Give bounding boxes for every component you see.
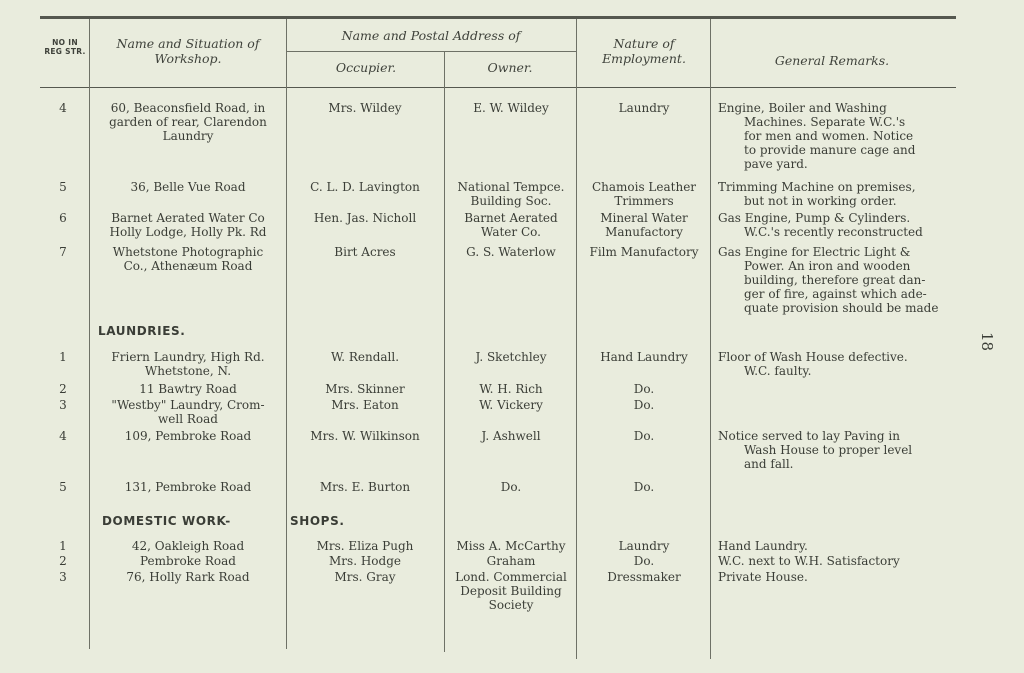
- workshop-line: 42, Oakleigh Road: [131, 539, 245, 553]
- laundries-employment-cell: [578, 429, 710, 443]
- workshop-line: Holly Lodge, Holly Pk. Rd: [109, 225, 267, 239]
- rows-occupier-cell: [288, 211, 442, 225]
- remarks-line: Gas Engine for Electric Light &: [718, 245, 911, 259]
- header-bottom-rule: [40, 87, 956, 88]
- col-line-1: [89, 19, 90, 649]
- owner-line: Building Soc.: [470, 194, 552, 208]
- domestic-employment-cell: [578, 539, 710, 553]
- owner-line: Deposit Building: [460, 584, 562, 598]
- rows-remarks-cell: [718, 101, 954, 171]
- employment-line: Do.: [633, 554, 655, 568]
- header-occupier: Occupier.: [335, 60, 397, 75]
- occupier-line: W. Rendall.: [330, 350, 400, 364]
- remarks-line: Wash House to proper level: [744, 443, 913, 457]
- section-laundries: LAUNDRIES.: [98, 324, 186, 338]
- laundries-workshop-cell: [92, 350, 284, 378]
- rows-remarks-cell: [718, 245, 954, 315]
- section-domestic-a: DOMESTIC WORK-: [102, 514, 231, 528]
- domestic-occupier-cell: [288, 539, 442, 553]
- remarks-line: W.C. faulty.: [744, 364, 812, 378]
- employment-line: Do.: [633, 398, 655, 412]
- remarks-line: Machines. Separate W.C.'s: [744, 115, 906, 129]
- domestic-remarks-cell: [718, 570, 954, 584]
- rows-workshop-cell: [92, 101, 284, 143]
- remarks-line: building, therefore great dan-: [744, 273, 926, 287]
- rows-no-cell: 7: [59, 245, 67, 259]
- laundries-no-cell: 1: [59, 350, 67, 364]
- occupier-line: Mrs. Hodge: [329, 554, 401, 568]
- remarks-line: Private House.: [718, 570, 808, 584]
- rows-no-cell: 4: [59, 101, 67, 115]
- workshop-line: Laundry: [162, 129, 214, 143]
- employment-line: Do.: [633, 429, 655, 443]
- domestic-owner-cell: [446, 570, 576, 612]
- laundries-employment-cell: [578, 398, 710, 412]
- domestic-no-cell: 3: [59, 570, 67, 584]
- laundries-no-cell: 5: [59, 480, 67, 494]
- domestic-occupier-cell: [288, 570, 442, 584]
- remarks-line: Hand Laundry.: [718, 539, 808, 553]
- occupier-line: Mrs. Skinner: [325, 382, 405, 396]
- laundries-remarks-cell: [718, 429, 954, 471]
- owner-line: Do.: [500, 480, 522, 494]
- workshop-line: 60, Beaconsfield Road, in: [110, 101, 266, 115]
- workshop-line: 36, Belle Vue Road: [130, 180, 246, 194]
- laundries-owner-cell: [446, 480, 576, 494]
- remarks-line: pave yard.: [744, 157, 808, 171]
- col-line-3: [444, 52, 445, 652]
- laundries-owner-cell: [446, 350, 576, 364]
- owner-line: National Tempce.: [457, 180, 565, 194]
- rows-remarks-cell: [718, 211, 954, 239]
- employment-line: Dressmaker: [607, 570, 681, 584]
- workshop-line: 131, Pembroke Road: [124, 480, 252, 494]
- employment-line: Hand Laundry: [600, 350, 688, 364]
- laundries-no-cell: 2: [59, 382, 67, 396]
- workshop-line: 109, Pembroke Road: [124, 429, 252, 443]
- occupier-line: Mrs. Wildey: [328, 101, 402, 115]
- domestic-owner-cell: [446, 554, 576, 568]
- header-workshop: Name and Situation of Workshop.: [116, 36, 260, 66]
- remarks-line: and fall.: [744, 457, 794, 471]
- domestic-employment-cell: [578, 570, 710, 584]
- owner-line: E. W. Wildey: [473, 101, 549, 115]
- rows-no-cell: 6: [59, 211, 67, 225]
- occupier-line: Mrs. E. Burton: [319, 480, 411, 494]
- rows-workshop-cell: [92, 245, 284, 273]
- laundries-remarks-cell: [718, 350, 954, 378]
- workshop-line: 11 Bawtry Road: [139, 382, 237, 396]
- occupier-line: Mrs. Gray: [334, 570, 396, 584]
- remarks-line: Power. An iron and wooden: [744, 259, 911, 273]
- rows-occupier-cell: [288, 180, 442, 194]
- rows-employment-cell: [578, 211, 710, 239]
- owner-line: W. H. Rich: [479, 382, 543, 396]
- occupier-line: Mrs. Eliza Pugh: [316, 539, 414, 553]
- owner-line: Water Co.: [481, 225, 541, 239]
- employment-line: Chamois Leather: [591, 180, 697, 194]
- laundries-employment-cell: [578, 480, 710, 494]
- header-name-address: Name and Postal Address of: [341, 28, 521, 43]
- domestic-owner-cell: [446, 539, 576, 553]
- laundries-owner-cell: [446, 382, 576, 396]
- workshop-line: Barnet Aerated Water Co: [111, 211, 265, 225]
- domestic-employment-cell: [578, 554, 710, 568]
- domestic-remarks-cell: [718, 554, 954, 568]
- section-domestic-b: SHOPS.: [290, 514, 345, 528]
- remarks-line: Engine, Boiler and Washing: [718, 101, 887, 115]
- owner-line: J. Sketchley: [475, 350, 547, 364]
- occupier-line: Birt Acres: [334, 245, 396, 259]
- domestic-occupier-cell: [288, 554, 442, 568]
- laundries-occupier-cell: [288, 382, 442, 396]
- rows-no-cell: 5: [59, 180, 67, 194]
- rows-owner-cell: [446, 211, 576, 239]
- header-reg-no: NO IN REG STR.: [44, 38, 86, 56]
- rows-owner-cell: [446, 245, 576, 259]
- domestic-workshop-cell: [92, 570, 284, 584]
- header-owner: Owner.: [487, 60, 533, 75]
- laundries-owner-cell: [446, 429, 576, 443]
- workshop-line: Co., Athenæum Road: [123, 259, 253, 273]
- rows-employment-cell: [578, 245, 710, 259]
- employment-line: Do.: [633, 480, 655, 494]
- col-line-5: [710, 19, 711, 659]
- occupier-line: Hen. Jas. Nicholl: [313, 211, 417, 225]
- laundries-occupier-cell: [288, 350, 442, 364]
- remarks-line: Trimming Machine on premises,: [718, 180, 916, 194]
- remarks-line: quate provision should be made: [744, 301, 939, 315]
- domestic-workshop-cell: [92, 554, 284, 568]
- page-number: 18: [978, 332, 996, 352]
- occupier-line: Mrs. W. Wilkinson: [310, 429, 420, 443]
- remarks-line: but not in working order.: [744, 194, 897, 208]
- domestic-workshop-cell: [92, 539, 284, 553]
- workshop-line: 76, Holly Rark Road: [126, 570, 250, 584]
- laundries-no-cell: 4: [59, 429, 67, 443]
- owner-line: Society: [488, 598, 534, 612]
- subheader-rule: [286, 51, 576, 52]
- rows-owner-cell: [446, 101, 576, 115]
- header-employment: Nature of Employment.: [602, 36, 686, 66]
- remarks-line: Notice served to lay Paving in: [718, 429, 900, 443]
- laundries-workshop-cell: [92, 429, 284, 443]
- remarks-line: for men and women. Notice: [744, 129, 914, 143]
- remarks-line: Gas Engine, Pump & Cylinders.: [718, 211, 911, 225]
- top-rule: [40, 16, 956, 19]
- owner-line: W. Vickery: [479, 398, 543, 412]
- laundries-employment-cell: [578, 350, 710, 364]
- rows-owner-cell: [446, 180, 576, 208]
- remarks-line: W.C.'s recently reconstructed: [744, 225, 923, 239]
- workshop-line: Friern Laundry, High Rd.: [111, 350, 265, 364]
- workshop-line: well Road: [158, 412, 218, 426]
- domestic-remarks-cell: [718, 539, 954, 553]
- remarks-line: ger of fire, against which ade-: [744, 287, 927, 301]
- col-line-2: [286, 19, 287, 649]
- workshop-line: "Westby" Laundry, Crom-: [111, 398, 265, 412]
- owner-line: Lond. Commercial: [455, 570, 567, 584]
- laundries-workshop-cell: [92, 398, 284, 426]
- col-line-4: [576, 19, 577, 659]
- laundries-occupier-cell: [288, 429, 442, 443]
- workshop-line: garden of rear, Clarendon: [109, 115, 267, 129]
- owner-line: J. Ashwell: [481, 429, 541, 443]
- occupier-line: C. L. D. Lavington: [310, 180, 420, 194]
- laundries-workshop-cell: [92, 382, 284, 396]
- workshop-line: Whetstone, N.: [144, 364, 232, 378]
- remarks-line: Floor of Wash House defective.: [718, 350, 908, 364]
- rows-employment-cell: [578, 180, 710, 208]
- laundries-workshop-cell: [92, 480, 284, 494]
- domestic-no-cell: 1: [59, 539, 67, 553]
- workshop-line: Pembroke Road: [140, 554, 236, 568]
- owner-line: G. S. Waterlow: [466, 245, 556, 259]
- owner-line: Graham: [486, 554, 536, 568]
- laundries-no-cell: 3: [59, 398, 67, 412]
- employment-line: Manufactory: [605, 225, 683, 239]
- employment-line: Do.: [633, 382, 655, 396]
- laundries-employment-cell: [578, 382, 710, 396]
- employment-line: Laundry: [618, 539, 670, 553]
- employment-line: Trimmers: [614, 194, 674, 208]
- rows-workshop-cell: [92, 211, 284, 239]
- domestic-no-cell: 2: [59, 554, 67, 568]
- owner-line: Miss A. McCarthy: [456, 539, 566, 553]
- rows-occupier-cell: [288, 245, 442, 259]
- occupier-line: Mrs. Eaton: [331, 398, 399, 412]
- rows-remarks-cell: [718, 180, 954, 208]
- remarks-line: to provide manure cage and: [744, 143, 916, 157]
- rows-occupier-cell: [288, 101, 442, 115]
- employment-line: Mineral Water: [600, 211, 688, 225]
- laundries-occupier-cell: [288, 480, 442, 494]
- rows-employment-cell: [578, 101, 710, 115]
- workshop-line: Whetstone Photographic: [112, 245, 264, 259]
- laundries-owner-cell: [446, 398, 576, 412]
- header-remarks: General Remarks.: [774, 53, 890, 68]
- laundries-occupier-cell: [288, 398, 442, 412]
- owner-line: Barnet Aerated: [464, 211, 558, 225]
- employment-line: Film Manufactory: [589, 245, 699, 259]
- rows-workshop-cell: [92, 180, 284, 194]
- remarks-line: W.C. next to W.H. Satisfactory: [718, 554, 900, 568]
- employment-line: Laundry: [618, 101, 670, 115]
